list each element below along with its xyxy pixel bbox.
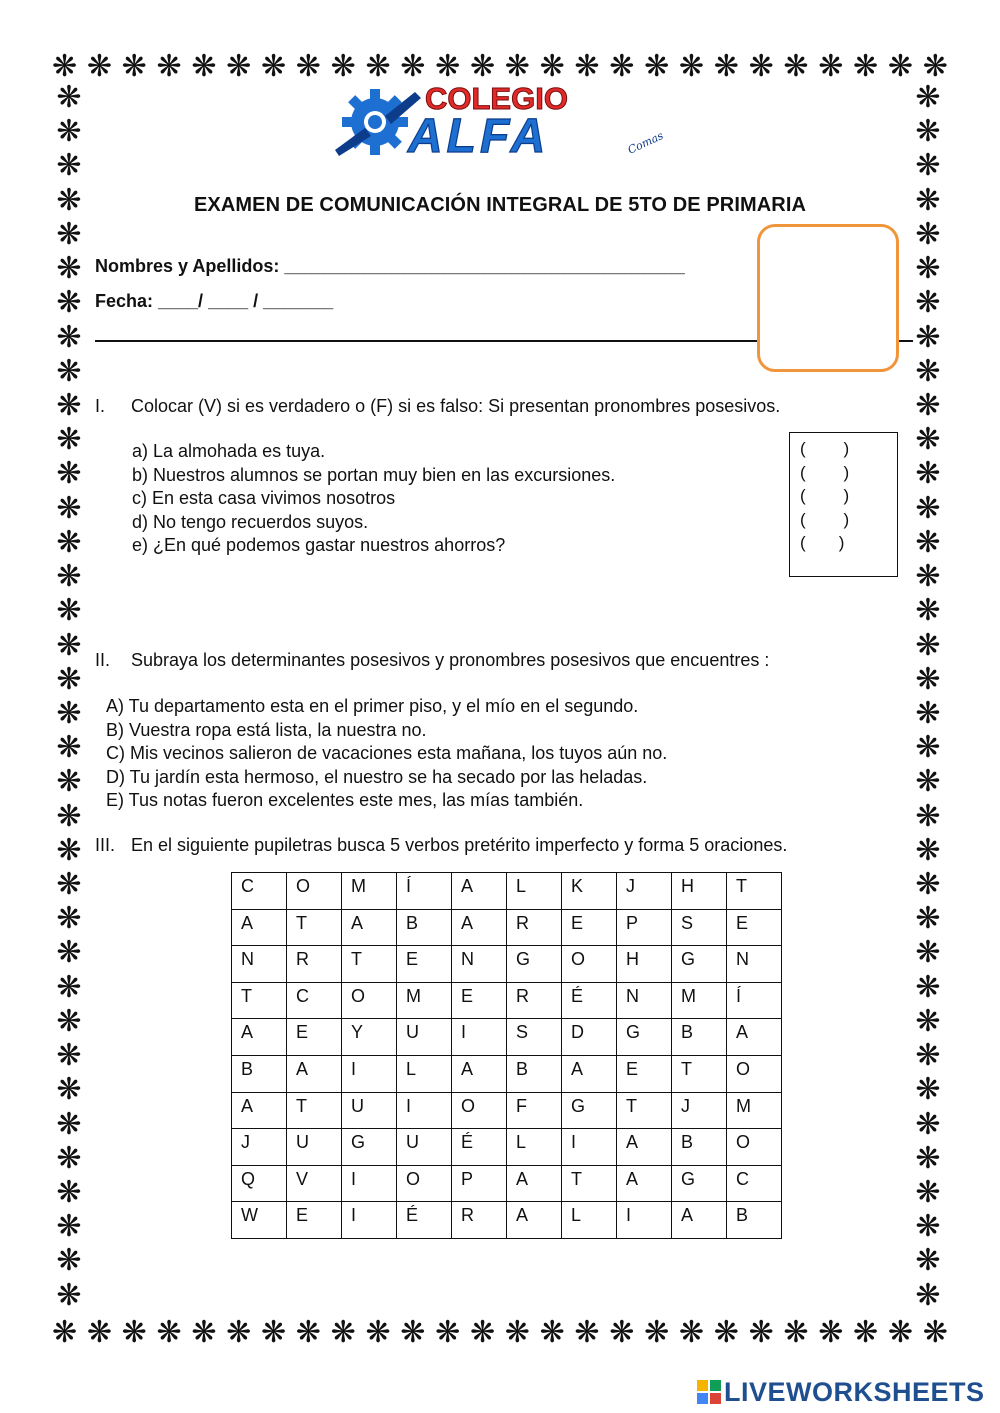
border-star-icon: ❋ [922, 49, 948, 84]
border-star-icon: ❋ [56, 285, 82, 321]
grid-cell[interactable]: T [562, 1165, 617, 1202]
list-item: d) No tengo recuerdos suyos. [132, 511, 369, 532]
grid-cell[interactable]: A [287, 1055, 342, 1092]
border-star-icon: ❋ [469, 49, 496, 84]
grid-cell[interactable]: S [507, 1019, 562, 1056]
border-star-icon: ❋ [915, 1243, 941, 1279]
border-star-icon: ❋ [365, 1315, 391, 1350]
section-1-number: I. [95, 396, 106, 416]
grid-row [232, 1055, 782, 1092]
border-star-icon: ❋ [191, 49, 217, 84]
grid-cell[interactable]: P [452, 1165, 507, 1202]
grid-cell[interactable]: R [507, 982, 562, 1019]
border-star-icon: ❋ [915, 1209, 941, 1245]
school-logo [330, 82, 670, 160]
grid-cell[interactable]: A [727, 1019, 782, 1056]
section-3-instruction [95, 835, 787, 856]
border-star-icon: ❋ [644, 49, 670, 84]
grid-cell[interactable]: D [562, 1019, 617, 1056]
grid-cell[interactable]: H [672, 873, 727, 910]
grid-cell[interactable]: I [562, 1129, 617, 1166]
grid-row [232, 873, 782, 910]
border-star-icon: ❋ [56, 1072, 82, 1108]
grid-cell[interactable]: A [232, 1019, 287, 1056]
grid-cell[interactable]: Í [727, 982, 782, 1019]
grid-cell[interactable]: T [287, 909, 342, 946]
border-star-icon: ❋ [56, 353, 82, 389]
grid-cell[interactable]: I [397, 1092, 452, 1129]
border-star-icon: ❋ [295, 49, 321, 84]
border-star-icon: ❋ [121, 1315, 147, 1350]
border-star-icon: ❋ [915, 593, 941, 629]
grid-cell[interactable]: O [727, 1129, 782, 1166]
border-star-icon: ❋ [52, 49, 78, 84]
border-star-icon: ❋ [748, 1315, 774, 1350]
grid-cell[interactable]: Q [232, 1165, 287, 1202]
border-star-icon: ❋ [226, 1315, 252, 1350]
grid-cell[interactable]: N [452, 946, 507, 983]
border-star-icon: ❋ [915, 1277, 941, 1313]
grid-cell[interactable]: R [287, 946, 342, 983]
list-item: C) Mis vecinos salieron de vacaciones esta mañana, los tuyos aún no. [106, 743, 668, 763]
border-star-icon: ❋ [818, 1315, 844, 1350]
grid-cell[interactable]: A [342, 909, 397, 946]
border-star-icon: ❋ [915, 867, 941, 903]
grid-cell[interactable]: T [727, 873, 782, 910]
border-star-icon: ❋ [783, 49, 809, 84]
grid-cell[interactable]: U [397, 1129, 452, 1166]
border-star-icon: ❋ [295, 1315, 321, 1350]
border-star-icon: ❋ [56, 901, 82, 937]
grid-cell[interactable]: A [617, 1165, 672, 1202]
grid-row [232, 1165, 782, 1202]
grid-cell[interactable]: N [617, 982, 672, 1019]
list-item: c) En esta casa vivimos nosotros [132, 488, 396, 508]
border-star-icon: ❋ [56, 1038, 82, 1074]
border-star-icon: ❋ [56, 422, 82, 458]
border-star-icon: ❋ [915, 285, 941, 321]
border-star-icon: ❋ [915, 1140, 941, 1176]
grid-cell[interactable]: T [672, 1055, 727, 1092]
border-star-icon: ❋ [56, 456, 82, 492]
border-star-icon: ❋ [56, 593, 82, 629]
border-star-icon: ❋ [469, 1315, 496, 1350]
grid-cell[interactable]: T [287, 1092, 342, 1129]
border-star-icon: ❋ [915, 559, 941, 595]
border-star-icon: ❋ [915, 182, 941, 218]
answer-box [789, 432, 898, 577]
grid-cell[interactable]: I [452, 1019, 507, 1056]
grid-cell[interactable]: G [342, 1129, 397, 1166]
grid-cell[interactable]: O [562, 946, 617, 983]
grid-cell[interactable]: J [672, 1092, 727, 1129]
date-field[interactable]: Fecha: ____/ ____ / _______ [95, 291, 334, 311]
border-star-icon: ❋ [56, 1003, 82, 1039]
border-star-icon: ❋ [56, 798, 82, 834]
grid-cell[interactable]: J [232, 1129, 287, 1166]
grid-cell[interactable]: I [617, 1202, 672, 1239]
list-item: B) Vuestra ropa está lista, la nuestra no. [106, 719, 427, 740]
grid-cell[interactable]: O [342, 982, 397, 1019]
border-star-icon: ❋ [365, 49, 391, 84]
border-star-icon: ❋ [609, 49, 635, 84]
gear-emblem-icon [330, 82, 670, 160]
section-1-instruction [95, 396, 780, 417]
grid-cell[interactable]: C [287, 982, 342, 1019]
border-star-icon: ❋ [915, 1106, 941, 1142]
grid-cell[interactable]: R [452, 1202, 507, 1239]
section-3-number: III. [95, 835, 116, 855]
border-star-icon: ❋ [56, 182, 82, 218]
border-star-icon: ❋ [330, 1315, 356, 1350]
border-star-icon: ❋ [56, 1277, 82, 1313]
border-star-icon: ❋ [56, 695, 82, 731]
grid-cell[interactable]: O [727, 1055, 782, 1092]
border-star-icon: ❋ [818, 49, 844, 84]
name-field[interactable]: Nombres y Apellidos: ________________________________________ [95, 256, 685, 276]
border-star-icon: ❋ [915, 80, 941, 115]
border-star-icon: ❋ [260, 1315, 287, 1350]
border-star-icon: ❋ [915, 319, 941, 355]
grid-row [232, 982, 782, 1019]
border-star-icon: ❋ [56, 1175, 82, 1210]
list-item: b) Nuestros alumnos se portan muy bien en las excursiones. [132, 464, 616, 485]
border-top [52, 50, 948, 84]
border-star-icon: ❋ [915, 251, 941, 287]
border-star-icon: ❋ [330, 49, 356, 84]
list-item: A) Tu departamento esta en el primer piso, y el mío en el segundo. [106, 696, 639, 716]
border-star-icon: ❋ [915, 216, 941, 252]
border-star-icon: ❋ [56, 730, 82, 766]
border-star-icon: ❋ [56, 935, 82, 971]
border-bottom [52, 1316, 948, 1350]
grid-cell[interactable]: F [507, 1092, 562, 1129]
grid-cell[interactable]: I [342, 1165, 397, 1202]
logo-top-text: COLEGIO [425, 82, 568, 116]
border-star-icon: ❋ [56, 661, 82, 697]
border-star-icon: ❋ [915, 627, 941, 663]
logo-tag-text: Comas [625, 129, 666, 157]
grid-cell[interactable]: L [507, 1129, 562, 1166]
border-star-icon: ❋ [56, 216, 82, 252]
grid-cell[interactable]: Y [342, 1019, 397, 1056]
border-star-icon: ❋ [713, 1315, 739, 1350]
grid-cell[interactable]: T [232, 982, 287, 1019]
border-star-icon: ❋ [783, 1315, 809, 1350]
border-star-icon: ❋ [56, 1106, 82, 1142]
border-star-icon: ❋ [56, 251, 82, 287]
grid-cell[interactable]: A [507, 1165, 562, 1202]
border-star-icon: ❋ [609, 1315, 635, 1350]
grid-cell[interactable]: E [287, 1019, 342, 1056]
grid-cell[interactable]: A [452, 873, 507, 910]
liveworksheets-brand [697, 1377, 985, 1407]
grid-cell[interactable]: E [562, 909, 617, 946]
grid-cell[interactable]: Í [397, 873, 452, 910]
grid-cell[interactable]: W [232, 1202, 287, 1239]
grid-cell[interactable]: T [342, 946, 397, 983]
grid-cell[interactable]: L [397, 1055, 452, 1092]
border-star-icon: ❋ [915, 798, 941, 834]
border-left [52, 82, 86, 1312]
grid-cell[interactable]: V [287, 1165, 342, 1202]
border-star-icon: ❋ [504, 49, 530, 84]
grid-cell[interactable]: S [672, 909, 727, 946]
grid-cell[interactable]: K [562, 873, 617, 910]
border-star-icon: ❋ [748, 49, 774, 84]
grid-cell[interactable]: E [452, 982, 507, 1019]
border-star-icon: ❋ [574, 1315, 600, 1350]
border-star-icon: ❋ [56, 490, 82, 526]
grid-cell[interactable]: B [672, 1019, 727, 1056]
border-star-icon: ❋ [121, 49, 147, 84]
border-star-icon: ❋ [56, 559, 82, 595]
answer-slot[interactable]: ( ) [800, 462, 850, 482]
border-star-icon: ❋ [56, 867, 82, 903]
answer-slot[interactable]: ( ) [800, 486, 850, 505]
grid-cell[interactable]: L [507, 873, 562, 910]
grid-cell[interactable]: P [617, 909, 672, 946]
border-star-icon: ❋ [915, 148, 941, 184]
border-star-icon: ❋ [226, 49, 252, 84]
border-star-icon: ❋ [915, 764, 941, 800]
grid-cell[interactable]: É [452, 1129, 507, 1166]
grid-cell[interactable]: G [672, 1165, 727, 1202]
grid-cell[interactable]: M [342, 873, 397, 910]
grid-cell[interactable]: B [507, 1055, 562, 1092]
grid-cell[interactable]: C [232, 873, 287, 910]
grid-cell[interactable]: O [452, 1092, 507, 1129]
grid-cell[interactable]: I [342, 1055, 397, 1092]
section-2-number: II. [95, 650, 111, 670]
grid-cell[interactable]: M [672, 982, 727, 1019]
border-star-icon: ❋ [156, 1315, 182, 1350]
border-star-icon: ❋ [56, 1140, 82, 1176]
grid-cell[interactable]: A [452, 909, 507, 946]
grid-cell[interactable]: E [287, 1202, 342, 1239]
grid-cell[interactable]: O [287, 873, 342, 910]
border-star-icon: ❋ [853, 1315, 879, 1350]
answer-slot[interactable]: ( ) [800, 509, 850, 529]
border-star-icon: ❋ [435, 49, 461, 84]
list-item: E) Tus notas fueron excelentes este mes, las mías también. [106, 790, 584, 810]
grid-cell[interactable]: A [232, 1092, 287, 1129]
exam-title: EXAMEN DE COMUNICACIÓN INTEGRAL DE 5TO DE PRIMARIA [193, 194, 807, 216]
section-2-text: Subraya los determinantes posesivos y pronombres posesivos que encuentres : [131, 650, 770, 670]
border-star-icon: ❋ [915, 1175, 941, 1210]
grid-row [232, 1202, 782, 1239]
grid-cell[interactable]: U [287, 1129, 342, 1166]
grid-cell[interactable]: A [452, 1055, 507, 1092]
grid-cell[interactable]: U [342, 1092, 397, 1129]
border-star-icon: ❋ [915, 969, 941, 1005]
grid-cell[interactable]: G [507, 946, 562, 983]
border-star-icon: ❋ [260, 49, 287, 84]
border-star-icon: ❋ [853, 49, 879, 84]
border-star-icon: ❋ [504, 1315, 530, 1350]
grid-row [232, 1092, 782, 1129]
border-star-icon: ❋ [86, 1315, 112, 1350]
grid-cell[interactable]: L [562, 1202, 617, 1239]
grid-cell[interactable]: B [397, 909, 452, 946]
border-star-icon: ❋ [56, 764, 82, 800]
grid-cell[interactable]: A [617, 1129, 672, 1166]
border-star-icon: ❋ [915, 661, 941, 697]
border-star-icon: ❋ [56, 1243, 82, 1279]
grid-cell[interactable]: N [727, 946, 782, 983]
border-star-icon: ❋ [922, 1315, 948, 1350]
liveworksheets-logo-icon [697, 1380, 721, 1404]
grid-cell[interactable]: J [617, 873, 672, 910]
answer-slot[interactable]: ( ) [800, 439, 850, 458]
section-1-text: Colocar (V) si es verdadero o (F) si es falso: Si presentan pronombres posesivos. [131, 396, 781, 416]
border-star-icon: ❋ [915, 387, 941, 423]
border-star-icon: ❋ [887, 1315, 914, 1350]
border-star-icon: ❋ [56, 627, 82, 663]
border-star-icon: ❋ [915, 1038, 941, 1074]
border-star-icon: ❋ [435, 1315, 461, 1350]
grid-cell[interactable]: E [617, 1055, 672, 1092]
section-1-list [132, 440, 615, 558]
border-star-icon: ❋ [56, 387, 82, 423]
border-star-icon: ❋ [156, 49, 182, 84]
border-star-icon: ❋ [915, 490, 941, 526]
border-star-icon: ❋ [915, 524, 941, 560]
section-2-instruction [95, 650, 769, 671]
grid-cell[interactable]: C [727, 1165, 782, 1202]
border-star-icon: ❋ [713, 49, 739, 84]
grid-cell[interactable]: U [397, 1019, 452, 1056]
border-star-icon: ❋ [678, 49, 705, 84]
border-star-icon: ❋ [56, 832, 82, 868]
border-star-icon: ❋ [56, 969, 82, 1005]
grid-cell[interactable]: É [397, 1202, 452, 1239]
grid-cell[interactable]: B [232, 1055, 287, 1092]
grid-cell[interactable]: M [727, 1092, 782, 1129]
photo-box [757, 224, 899, 372]
border-star-icon: ❋ [56, 114, 82, 150]
grid-cell[interactable]: A [507, 1202, 562, 1239]
word-search-grid [231, 872, 782, 1239]
grid-cell[interactable]: E [727, 909, 782, 946]
border-right [911, 82, 945, 1312]
grid-cell[interactable]: M [397, 982, 452, 1019]
grid-cell[interactable]: A [672, 1202, 727, 1239]
grid-cell[interactable]: N [232, 946, 287, 983]
grid-cell[interactable]: O [397, 1165, 452, 1202]
grid-row [232, 1129, 782, 1166]
grid-cell[interactable]: G [617, 1019, 672, 1056]
border-star-icon: ❋ [52, 1315, 78, 1350]
grid-cell[interactable]: I [342, 1202, 397, 1239]
border-star-icon: ❋ [915, 456, 941, 492]
border-star-icon: ❋ [915, 353, 941, 389]
grid-cell[interactable]: A [232, 909, 287, 946]
section-3-text: En el siguiente pupiletras busca 5 verbos pretérito imperfecto y forma 5 oraciones. [131, 835, 788, 855]
border-star-icon: ❋ [56, 1209, 82, 1245]
answer-slot[interactable]: ( ) [800, 533, 845, 552]
grid-cell[interactable]: G [672, 946, 727, 983]
list-item: a) La almohada es tuya. [132, 441, 326, 461]
grid-cell[interactable]: A [562, 1055, 617, 1092]
border-star-icon: ❋ [56, 524, 82, 560]
border-star-icon: ❋ [915, 1072, 941, 1108]
border-star-icon: ❋ [915, 935, 941, 971]
list-item: e) ¿En qué podemos gastar nuestros ahorros? [132, 535, 506, 555]
grid-cell[interactable]: B [672, 1129, 727, 1166]
grid-row [232, 909, 782, 946]
grid-cell[interactable]: G [562, 1092, 617, 1129]
border-star-icon: ❋ [191, 1315, 217, 1350]
border-star-icon: ❋ [574, 49, 600, 84]
border-star-icon: ❋ [400, 1315, 426, 1350]
grid-cell[interactable]: E [397, 946, 452, 983]
border-star-icon: ❋ [644, 1315, 670, 1350]
logo-bottom-text: ALFA [408, 110, 550, 160]
border-star-icon: ❋ [56, 80, 82, 115]
border-star-icon: ❋ [915, 114, 941, 150]
border-star-icon: ❋ [56, 319, 82, 355]
border-star-icon: ❋ [915, 730, 941, 766]
border-star-icon: ❋ [539, 1315, 565, 1350]
border-star-icon: ❋ [887, 49, 914, 84]
grid-row [232, 946, 782, 983]
section-2-list [106, 695, 667, 813]
border-star-icon: ❋ [400, 49, 426, 84]
border-star-icon: ❋ [915, 901, 941, 937]
border-star-icon: ❋ [915, 1003, 941, 1039]
grid-cell[interactable]: R [507, 909, 562, 946]
liveworksheets-text: LIVEWORKSHEETS [724, 1376, 985, 1407]
border-star-icon: ❋ [915, 695, 941, 731]
grid-cell[interactable]: H [617, 946, 672, 983]
grid-cell[interactable]: T [617, 1092, 672, 1129]
border-star-icon: ❋ [915, 832, 941, 868]
border-star-icon: ❋ [678, 1315, 705, 1350]
list-item: D) Tu jardín esta hermoso, el nuestro se ha secado por las heladas. [106, 766, 648, 787]
grid-row [232, 1019, 782, 1056]
grid-cell[interactable]: B [727, 1202, 782, 1239]
border-star-icon: ❋ [539, 49, 565, 84]
border-star-icon: ❋ [915, 422, 941, 458]
grid-cell[interactable]: É [562, 982, 617, 1019]
border-star-icon: ❋ [56, 148, 82, 184]
border-star-icon: ❋ [86, 49, 112, 84]
